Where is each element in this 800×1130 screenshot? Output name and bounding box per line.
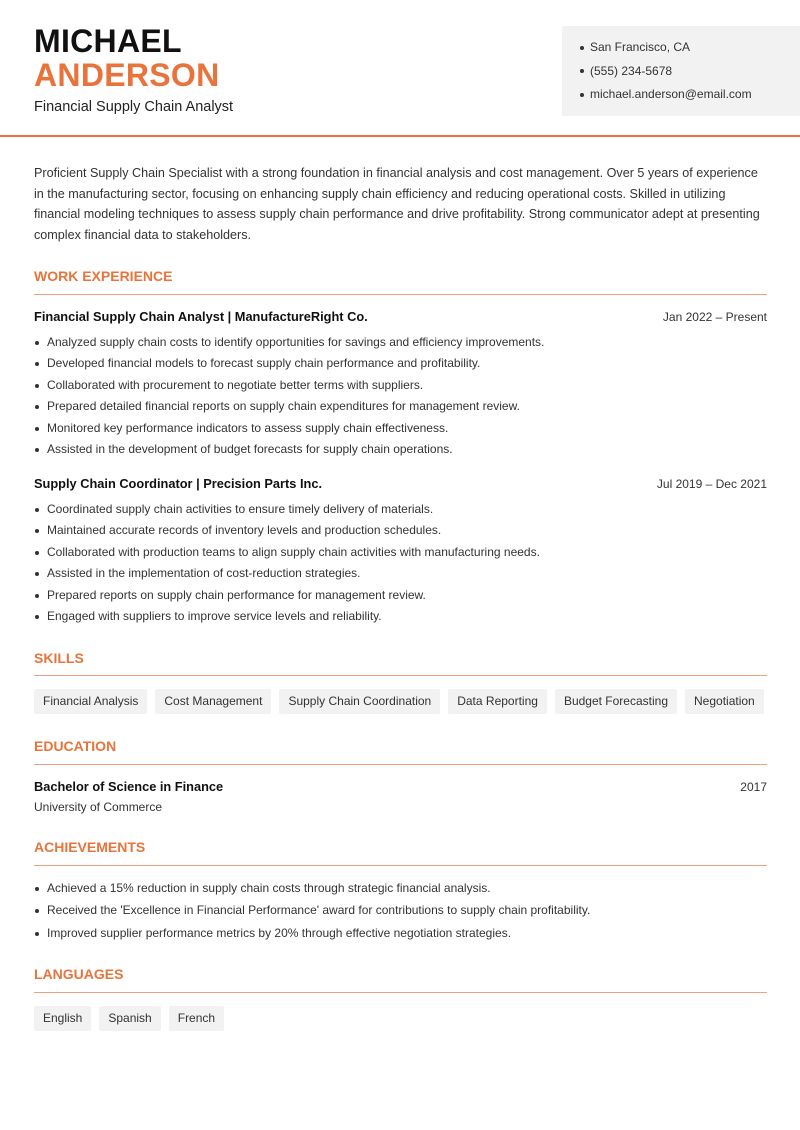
job-dates: Jul 2019 – Dec 2021: [656, 476, 767, 491]
skill-chip: Data Reporting: [448, 689, 547, 714]
list-item: Received the 'Excellence in Financial Performance' award for contributions to supply chain profitability.: [34, 900, 767, 922]
job-dates: Jan 2022 – Present: [662, 309, 767, 324]
contact-email: [580, 83, 800, 107]
job-header: [34, 476, 767, 491]
list-item: Collaborated with procurement to negotiate better terms with suppliers.: [34, 375, 767, 396]
last-name: ANDERSON: [34, 57, 220, 93]
list-item: Coordinated supply chain activities to ensure timely delivery of materials.: [34, 499, 767, 520]
language-chip: English: [34, 1006, 91, 1031]
section-divider: [34, 764, 767, 765]
list-item: Engaged with suppliers to improve service levels and reliability.: [34, 606, 767, 627]
achievements-list: [34, 878, 767, 945]
section-title-languages: LANGUAGES: [34, 966, 124, 982]
contact-location: [580, 36, 800, 60]
list-item: Analyzed supply chain costs to identify opportunities for savings and efficiency improvements.: [34, 332, 767, 353]
section-title-education: EDUCATION: [34, 738, 117, 754]
skills-list: [34, 689, 764, 714]
section-title-skills: SKILLS: [34, 650, 84, 666]
job-bullets: [34, 499, 767, 627]
job-bullets: [34, 332, 767, 460]
list-item: Developed financial models to forecast supply chain performance and profitability.: [34, 353, 767, 374]
education-year: 2017: [740, 780, 767, 794]
section-title-achievements: ACHIEVEMENTS: [34, 839, 146, 855]
bullet-icon: [580, 69, 584, 73]
list-item: Monitored key performance indicators to assess supply chain effectiveness.: [34, 418, 767, 439]
contact-phone: [580, 60, 800, 84]
skill-chip: Cost Management: [155, 689, 271, 714]
contact-phone-text: (555) 234-5678: [590, 63, 673, 78]
list-item: Collaborated with production teams to align supply chain activities with manufacturing needs.: [34, 542, 767, 563]
section-divider: [34, 294, 767, 295]
skill-chip: Budget Forecasting: [555, 689, 677, 714]
skill-chip: Negotiation: [685, 689, 764, 714]
skill-chip: Supply Chain Coordination: [279, 689, 440, 714]
job-title: Financial Supply Chain Analyst: [34, 99, 234, 115]
job-role: Supply Chain Coordinator | Precision Parts Inc.: [34, 476, 323, 491]
list-item: Prepared detailed financial reports on supply chain expenditures for management review.: [34, 396, 767, 417]
language-chip: French: [169, 1006, 224, 1031]
contact-email-text: michael.anderson@email.com: [590, 87, 752, 102]
first-name: MICHAEL: [34, 23, 182, 59]
section-title-work-experience: WORK EXPERIENCE: [34, 268, 173, 284]
language-chip: Spanish: [99, 1006, 160, 1031]
list-item: Prepared reports on supply chain performance for management review.: [34, 585, 767, 606]
section-divider: [34, 865, 767, 866]
summary-paragraph: Proficient Supply Chain Specialist with a strong foundation in financial analysis and cost management. Over 5 years of experience in the manufacturing sector, focusing on enhancing supply chain efficiency and reducing operational costs. Skilled in utilizing financial modeling techniques to assess supply chain performance and drive profitability. Strong communicator adept at presenting complex financial data to stakeholders.: [34, 166, 760, 242]
job-role: Financial Supply Chain Analyst | ManufactureRight Co.: [34, 309, 368, 324]
contact-location-text: San Francisco, CA: [590, 40, 691, 55]
languages-list: [34, 1006, 224, 1031]
list-item: Maintained accurate records of inventory levels and production schedules.: [34, 520, 767, 541]
resume-header: [0, 0, 800, 137]
contact-box: [562, 26, 800, 116]
list-item: Achieved a 15% reduction in supply chain costs through strategic financial analysis.: [34, 878, 767, 900]
education-school: University of Commerce: [34, 800, 163, 814]
section-divider: [34, 992, 767, 993]
section-divider: [34, 675, 767, 676]
list-item: Assisted in the development of budget forecasts for supply chain operations.: [34, 439, 767, 460]
list-item: Assisted in the implementation of cost-reduction strategies.: [34, 563, 767, 584]
bullet-icon: [580, 93, 584, 97]
job-header: [34, 309, 767, 324]
skill-chip: Financial Analysis: [34, 689, 147, 714]
bullet-icon: [580, 46, 584, 50]
list-item: Improved supplier performance metrics by 20% through effective negotiation strategies.: [34, 923, 767, 945]
education-degree: Bachelor of Science in Finance: [34, 779, 224, 794]
